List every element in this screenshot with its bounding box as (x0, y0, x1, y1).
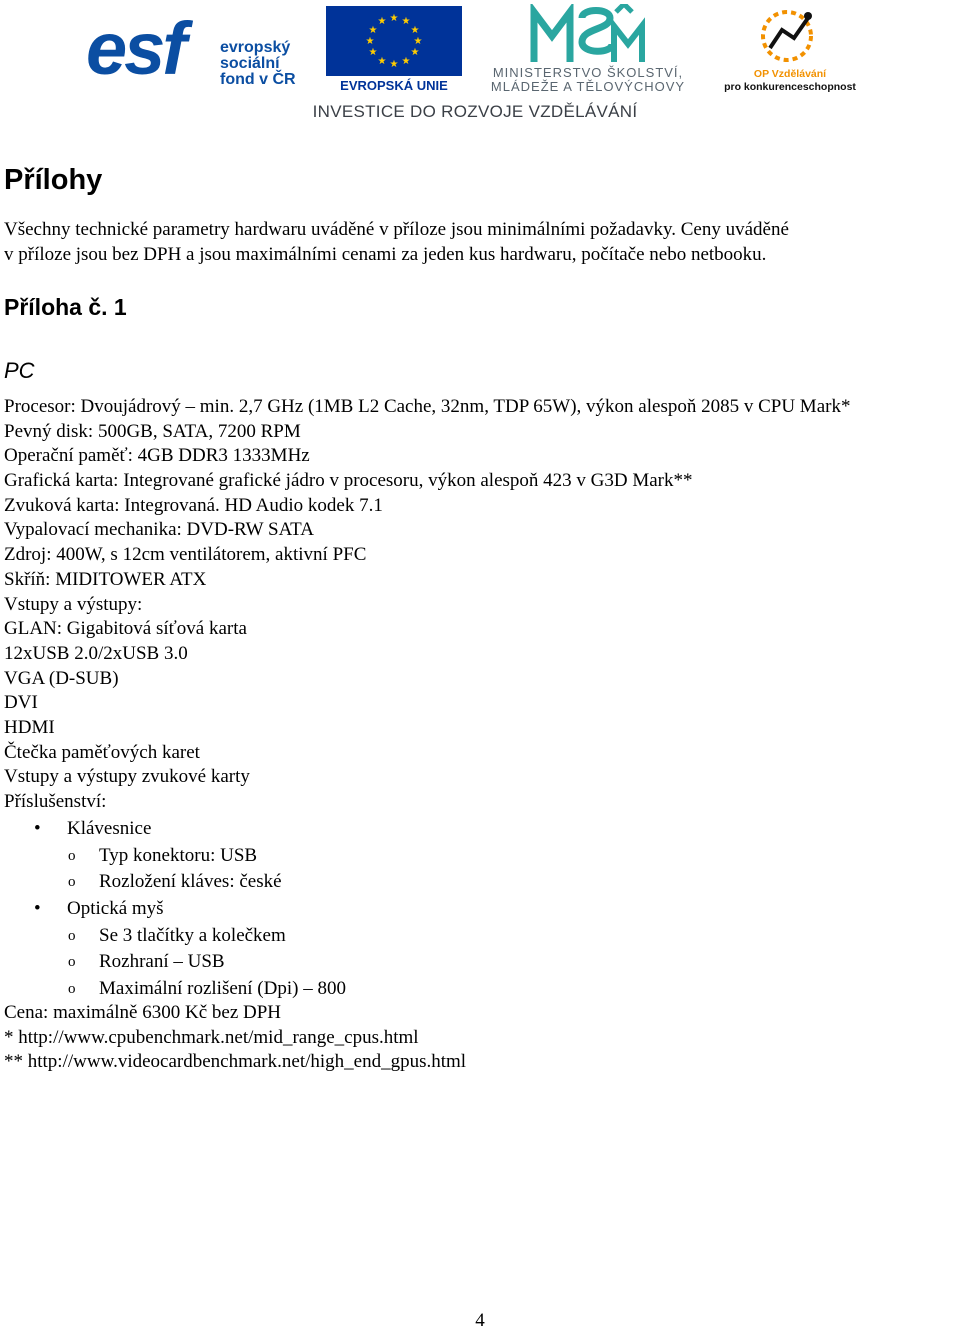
bullet-icon: • (34, 818, 41, 839)
svg-text:★: ★ (401, 16, 411, 27)
header-logos (0, 0, 960, 130)
intro-line: v příloze jsou bez DPH a jsou maximálními cenami za jeden kus hardwaru, počítače nebo netbooku. (4, 244, 767, 265)
sub-list-item-label: Maximální rozlišení (Dpi) – 800 (99, 978, 346, 1000)
esf-logo (86, 6, 318, 92)
intro-line: Všechny technické parametry hardwaru uváděné v příloze jsou minimálními požadavky. Ceny uváděné (4, 219, 789, 240)
eu-flag-icon (326, 6, 462, 76)
msmt-logo (470, 4, 706, 94)
spec-line: 12xUSB 2.0/2xUSB 3.0 (4, 642, 188, 664)
circle-bullet-icon: o (68, 927, 76, 944)
spec-line: DVI (4, 692, 38, 714)
spec-line: GLAN: Gigabitová síťová karta (4, 618, 247, 640)
spec-line: Příslušenství: (4, 791, 107, 812)
footer-notes (4, 1001, 466, 1075)
svg-text:★: ★ (377, 56, 387, 67)
footnote-link[interactable]: * http://www.cpubenchmark.net/mid_range_cpus.html (4, 1026, 419, 1048)
spec-line: Zvuková karta: Integrovaná. HD Audio kodek 7.1 (4, 494, 383, 516)
msmt-text-line: MINISTERSTVO ŠKOLSTVÍ, (492, 65, 684, 80)
svg-text:★: ★ (389, 59, 399, 70)
svg-text:★: ★ (401, 56, 411, 67)
svg-text:★: ★ (368, 47, 378, 58)
esf-text-line: sociální (220, 55, 280, 72)
spec-line: Pevný disk: 500GB, SATA, 7200 RPM (4, 420, 301, 442)
spec-list (4, 395, 850, 815)
op-mark-icon (742, 4, 832, 66)
msmt-text-line: MLÁDEŽE A TĚLOVÝCHOVY (490, 79, 686, 94)
spec-line: Skříň: MIDITOWER ATX (4, 568, 207, 590)
investice-banner: INVESTICE DO ROZVOJE VZDĚLÁVÁNÍ (312, 102, 638, 121)
svg-text:★: ★ (365, 36, 375, 47)
spec-line: Vstupy a výstupy zvukové karty (4, 766, 250, 788)
annex-heading: Příloha č. 1 (4, 294, 127, 320)
spec-line: Zdroj: 400W, s 12cm ventilátorem, aktivní PFC (4, 544, 367, 566)
page-number: 4 (475, 1310, 485, 1331)
esf-text-line: evropský (220, 39, 291, 56)
spec-line: Procesor: Dvoujádrový – min. 2,7 GHz (1MB L2 Cache, 32nm, TDP 65W), výkon alespoň 2085 v CPU Mark* (4, 396, 851, 417)
op-logo (710, 4, 870, 96)
sub-list-item-label: Se 3 tlačítky a kolečkem (99, 924, 286, 946)
section-heading: PC (4, 358, 35, 383)
price-line: Cena: maximálně 6300 Kč bez DPH (4, 1002, 282, 1023)
svg-text:★: ★ (389, 13, 399, 24)
svg-text:★: ★ (368, 25, 378, 36)
circle-bullet-icon: o (68, 847, 76, 864)
spec-line: Vypalovací mechanika: DVD-RW SATA (4, 519, 314, 541)
svg-text:★: ★ (413, 36, 423, 47)
spec-line: HDMI (4, 716, 55, 738)
bullet-icon: • (34, 898, 41, 920)
list-item-label: Optická myš (67, 898, 164, 920)
op-text-line: OP Vzdělávání (753, 68, 827, 80)
sub-list-item-label: Rozložení kláves: české (99, 871, 282, 893)
esf-text-line: fond v ČR (220, 71, 296, 88)
eu-logo (326, 6, 462, 92)
spec-line: Grafická karta: Integrované grafické jádro v procesoru, výkon alespoň 423 v G3D Mark** (4, 470, 693, 492)
msmt-text (470, 66, 706, 94)
op-text-line: pro konkurenceschopnost (724, 81, 856, 93)
svg-text:★: ★ (377, 16, 387, 27)
circle-bullet-icon: o (68, 981, 76, 998)
page-title: Přílohy (4, 164, 103, 196)
spec-line: Vstupy a výstupy: (4, 593, 143, 615)
eu-text: EVROPSKÁ UNIE (340, 78, 448, 93)
svg-text:★: ★ (410, 47, 420, 58)
circle-bullet-icon: o (68, 954, 76, 971)
sub-list-item-label: Typ konektoru: USB (99, 844, 258, 866)
list-item-label: Klávesnice (67, 818, 152, 839)
msmt-mark-icon (530, 4, 650, 66)
svg-text:★: ★ (410, 25, 420, 36)
esf-text (220, 40, 296, 88)
spec-line: VGA (D-SUB) (4, 667, 119, 689)
spec-line: Čtečka paměťových karet (4, 741, 200, 763)
op-text (710, 68, 870, 94)
spec-line: Operační paměť: 4GB DDR3 1333MHz (4, 445, 310, 467)
esf-mark: esf (86, 7, 184, 90)
sub-list-item-label: Rozhraní – USB (99, 951, 225, 973)
circle-bullet-icon: o (68, 874, 76, 891)
footnote-link[interactable]: ** http://www.videocardbenchmark.net/high_end_gpus.html (4, 1051, 467, 1073)
